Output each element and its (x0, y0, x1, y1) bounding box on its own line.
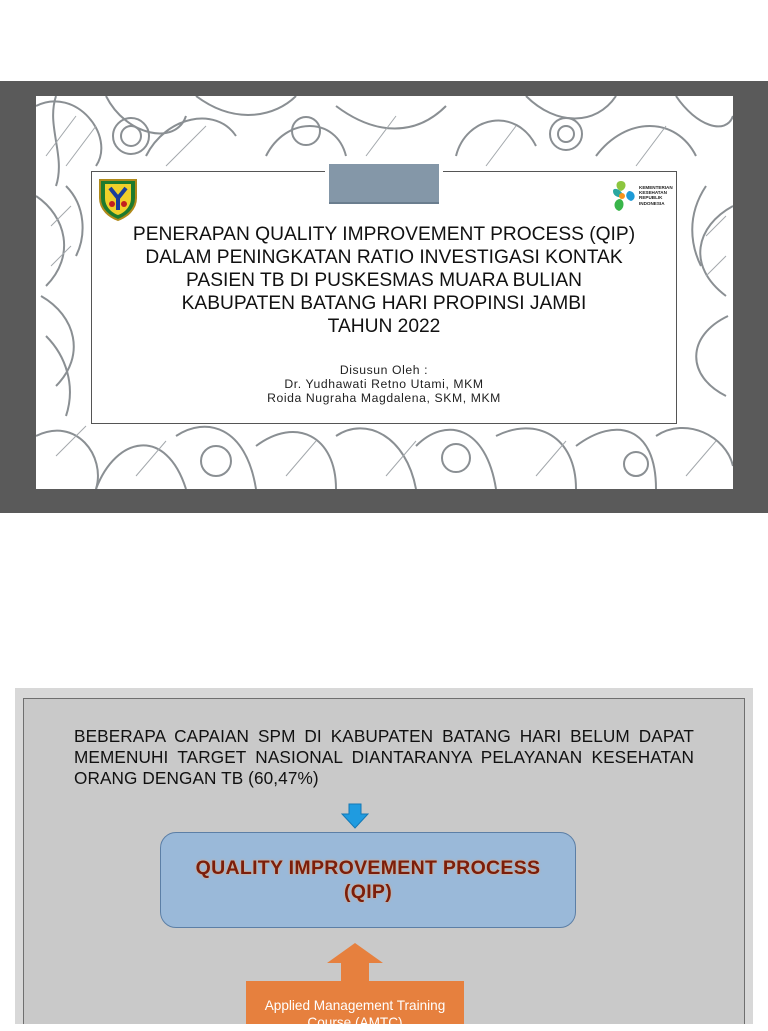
presentation-title (96, 223, 672, 338)
title-line: TAHUN 2022 (327, 316, 441, 337)
slide-1 (36, 96, 733, 489)
title-line: PASIEN TB DI PUSKESMAS MUARA BULIAN (186, 270, 582, 291)
batang-hari-emblem-icon (94, 174, 142, 222)
amtc-label: Applied Management Training Course (AMTC) (264, 998, 446, 1030)
spm-statement: BEBERAPA CAPAIAN SPM DI KABUPATEN BATANG HARI BELUM DAPAT MEMENUHI TARGET NASIONAL DIANTARANYA PELAYANAN KESEHATAN ORANG DENGAN TB (60,47%) (74, 726, 694, 788)
qip-label (160, 856, 576, 904)
title-line: PENERAPAN QUALITY IMPROVEMENT PROCESS (QIP) (132, 224, 636, 245)
arrow-down-icon (341, 802, 369, 830)
qip-line: QUALITY IMPROVEMENT PROCESS (195, 857, 541, 879)
qip-line: (QIP) (343, 881, 393, 903)
authors-block (96, 363, 672, 405)
title-tab (325, 162, 443, 206)
arrow-up-icon (327, 943, 383, 981)
prepared-by-label: Disusun Oleh : (339, 363, 429, 377)
kemenkes-logo-text: KEMENTERIAN KESEHATAN REPUBLIK INDONESIA (639, 185, 673, 206)
kemenkes-logo (611, 179, 677, 215)
title-line: DALAM PENINGKATAN RATIO INVESTIGASI KONTAK (145, 247, 623, 268)
title-line: KABUPATEN BATANG HARI PROPINSI JAMBI (181, 293, 587, 314)
author-name: Dr. Yudhawati Retno Utami, MKM (284, 377, 484, 391)
author-name: Roida Nugraha Magdalena, SKM, MKM (267, 391, 501, 405)
kemenkes-logo-icon (611, 179, 639, 213)
